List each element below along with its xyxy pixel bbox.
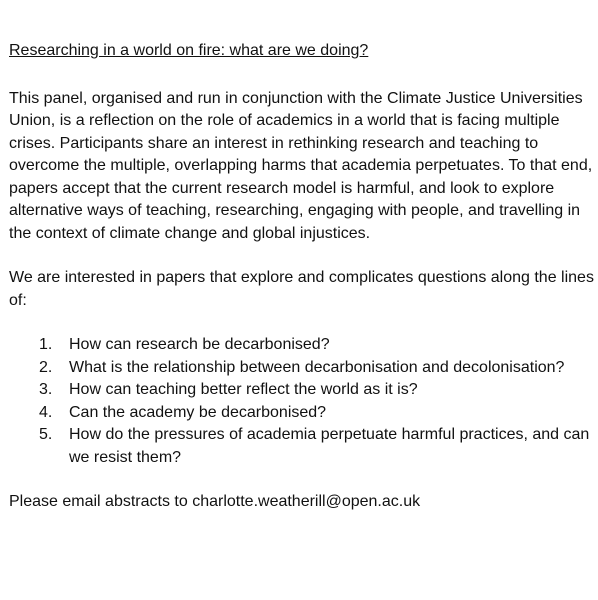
list-item-number: 1. [39, 336, 53, 353]
list-item-number: 5. [39, 426, 53, 443]
document-title: Researching in a world on fire: what are we doing? [9, 42, 369, 59]
intro-paragraph: This panel, organised and run in conjunction with the Climate Justice Universities Union, is a reflection on the role of academics in a world that is facing multiple crises. Participants share an interest in rethinking research and teaching to overcome the multiple, overlapping harms that academia perpetuates. To that end, papers accept that the current research model is harmful, and look to explore alternative ways of teaching, researching, engaging with people, and travelling in the context of climate change and global injustices. [9, 89, 593, 242]
lead-in-paragraph: We are interested in papers that explore and complicates questions along the lines of: [9, 269, 594, 309]
list-item [9, 402, 594, 425]
list-item-number: 2. [39, 358, 53, 376]
list-item-text: How can research be decarbonised? [69, 336, 330, 353]
list-item-text: Can the academy be decarbonised? [69, 403, 327, 421]
list-item [9, 379, 594, 402]
list-item [9, 334, 594, 357]
list-item-number: 4. [39, 403, 53, 421]
questions-list [9, 334, 594, 469]
list-item [9, 357, 594, 380]
list-item-text: How do the pressures of academia perpetuate harmful practices, and can we resist them? [69, 426, 590, 466]
list-item-text: What is the relationship between decarbonisation and decolonisation? [69, 358, 565, 376]
list-item-number: 3. [39, 381, 53, 398]
closing-paragraph: Please email abstracts to charlotte.weatherill@open.ac.uk [9, 493, 421, 510]
list-item-text: How can teaching better reflect the world as it is? [69, 381, 418, 398]
document-page [9, 40, 594, 514]
list-item [9, 424, 594, 469]
